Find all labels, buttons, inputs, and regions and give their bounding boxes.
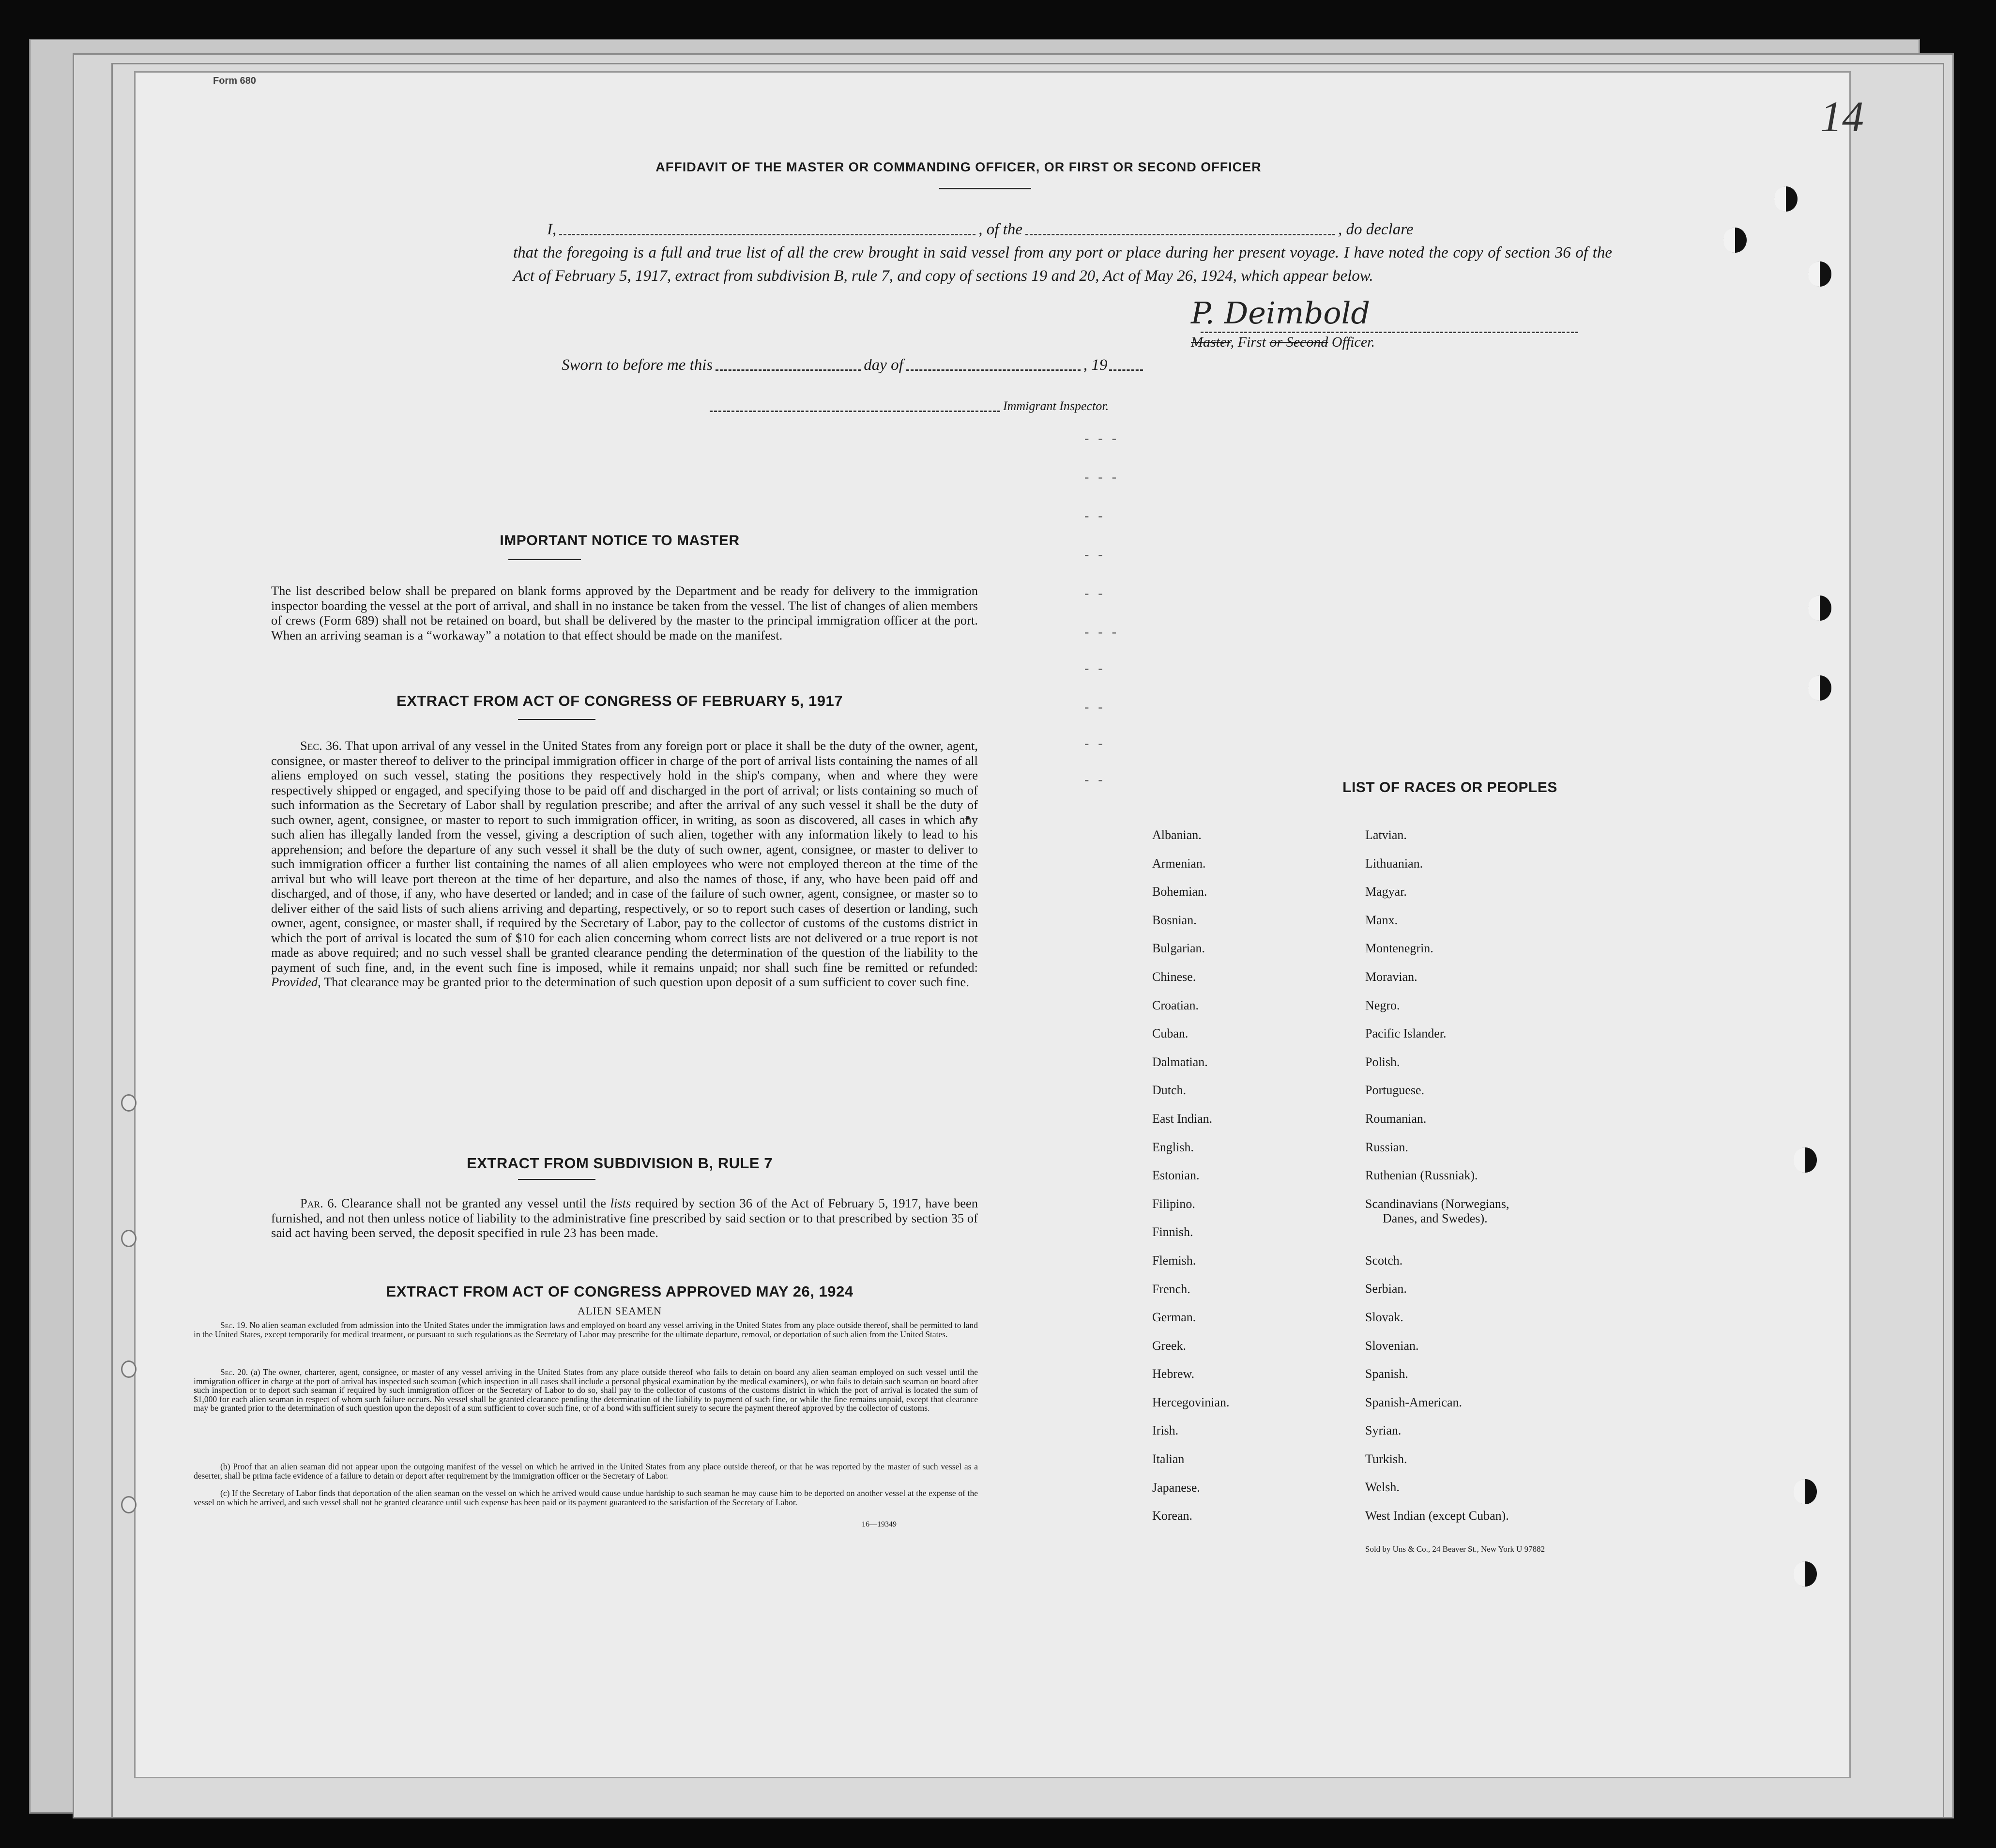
officer-signature: P. Deimbold: [1191, 295, 1371, 331]
officer-title: [1191, 334, 1375, 351]
race-item: Bosnian.: [1152, 913, 1197, 927]
affidavit-title: AFFIDAVIT OF THE MASTER OR COMMANDING OFFICER, OR FIRST OR SECOND OFFICER: [655, 160, 1262, 174]
sworn-label: Sworn to before me this: [562, 356, 713, 374]
day-of-label: day of: [864, 356, 903, 374]
notice-rule: [508, 559, 581, 560]
i-label: I,: [547, 221, 557, 238]
faint-mark: ‑ ‑: [1084, 772, 1106, 787]
paragraph-6-body-b: required by section 36 of the Act of February 5, 1917, have been furnished, and not then unless notice of liability to the administrative fine prescribed by said section or to that prescribed by section 35 of said act having been served, the deposit specified in rule 23 has been made.: [271, 1196, 978, 1240]
faint-mark: ‑ ‑ ‑: [1084, 431, 1119, 446]
signature-line: [1201, 332, 1578, 333]
alien-seamen-subtitle: ALIEN SEAMEN: [578, 1305, 662, 1317]
race-item: French.: [1152, 1282, 1190, 1296]
race-item: Pacific Islander.: [1365, 1026, 1447, 1041]
race-item: Spanish.: [1365, 1367, 1408, 1381]
extract-rule7-rule: [518, 1179, 595, 1180]
faint-mark: ‑ ‑: [1084, 661, 1106, 676]
year-label: , 19: [1083, 356, 1108, 374]
notice-title: IMPORTANT NOTICE TO MASTER: [500, 533, 740, 549]
race-item: Hercegovinian.: [1152, 1395, 1230, 1409]
name-blank: [559, 234, 975, 235]
race-item: Estonian.: [1152, 1168, 1200, 1183]
section-20-label: Sec. 20.: [220, 1367, 248, 1377]
section-36-text: [271, 738, 978, 990]
sworn-line: [562, 353, 1288, 377]
provided-word: Provided,: [271, 975, 321, 989]
section-20-body: (a) The owner, charterer, agent, consignee, or master of any vessel arriving in the United States from any place outside thereof who fails to detain on board any alien seaman employed on such vessel until the immigration officer in charge at the port of arrival has inspected such seaman (which inspection in all cases shall include a personal physical examination by the medical examiners), or who fails to detain such seaman on board after such inspection or to deport such seaman if required by such immigration officer or the Secretary of Labor to do so, shall pay to the collector of customs of the customs district in which the port of arrival is located the sum of $1,000 for each alien seaman in respect of whom such failure occurs. No vessel shall be granted clearance pending the determination of the liability to payment of such fine, or while the fine remains unpaid, except that clearance may be granted prior to the determination of such question upon the deposit of a sum sufficient to cover such fine, or of a bond with sufficient surety to secure the payment thereof approved by the collector of customs.: [194, 1367, 978, 1413]
race-item: Chinese.: [1152, 969, 1196, 984]
section-36-label: Sec. 36.: [300, 738, 342, 753]
race-item: Manx.: [1365, 913, 1398, 927]
faint-mark: ‑ ‑: [1084, 736, 1106, 751]
punch-hole: [1794, 1147, 1817, 1173]
race-item: Armenian.: [1152, 856, 1206, 871]
binder-ring: [121, 1496, 137, 1513]
punch-hole: [1808, 675, 1831, 701]
race-item: Turkish.: [1365, 1451, 1407, 1466]
month-blank: [906, 369, 1081, 371]
race-item: Japanese.: [1152, 1480, 1200, 1495]
race-item: Bulgarian.: [1152, 941, 1205, 956]
race-item: Croatian.: [1152, 998, 1199, 1012]
race-item: English.: [1152, 1140, 1194, 1154]
races-title: LIST OF RACES OR PEOPLES: [1342, 779, 1557, 795]
punch-hole: [1723, 228, 1747, 253]
notice-text: The list described below shall be prepared on blank forms approved by the Department and be ready for delivery to the immigration inspector boarding the vessel at the port of arrival, and shall in no instance be taken from the vessel. The list of changes of alien members of crews (Form 689) shall not be retained on board, but shall be delivered by the master to the principal immigration officer at the port. When an arriving seaman is a “workaway” a notation to that effect should be made on the manifest.: [271, 583, 978, 642]
binder-ring: [121, 1360, 137, 1378]
race-item: Montenegrin.: [1365, 941, 1433, 956]
officer-master-struck: Master: [1191, 334, 1231, 350]
races-left-column: [1152, 828, 1365, 1537]
do-declare-label: , do declare: [1338, 221, 1414, 238]
race-item: Bohemian.: [1152, 885, 1207, 899]
race-item: Ruthenian (Russniak).: [1365, 1168, 1478, 1183]
lists-word: lists: [610, 1196, 631, 1210]
race-item: Dalmatian.: [1152, 1054, 1208, 1069]
race-item: Negro.: [1365, 998, 1400, 1012]
punch-hole: [1808, 596, 1831, 621]
race-item: Lithuanian.: [1365, 856, 1423, 871]
faint-mark: ‑ ‑: [1084, 700, 1106, 715]
race-item: Albanian.: [1152, 828, 1202, 842]
vessel-blank: [1025, 234, 1335, 235]
faint-mark: ‑ ‑ ‑: [1084, 470, 1119, 485]
printer-imprint: Sold by Uns & Co., 24 Beaver St., New York U 97882: [1365, 1544, 1545, 1554]
faint-mark: ‑ ‑: [1084, 586, 1106, 601]
binder-ring: [121, 1230, 137, 1247]
race-item: Slovak.: [1365, 1310, 1403, 1324]
race-item: West Indian (except Cuban).: [1365, 1509, 1509, 1523]
race-item: Filipino.: [1152, 1196, 1195, 1211]
race-item: Greek.: [1152, 1338, 1187, 1353]
race-item: Welsh.: [1365, 1480, 1400, 1495]
race-item: Serbian.: [1365, 1282, 1407, 1296]
faint-mark: ‑ ‑ ‑: [1084, 625, 1119, 640]
paragraph-6-body-a: Clearance shall not be granted any vessel until the: [341, 1196, 606, 1210]
race-item: Dutch.: [1152, 1083, 1187, 1098]
title-rule: [939, 188, 1031, 189]
race-item: Russian.: [1365, 1140, 1408, 1154]
race-item: Italian: [1152, 1452, 1185, 1466]
inspector-line: [707, 395, 1288, 418]
form-page: [136, 73, 1864, 1777]
race-item: Portuguese.: [1365, 1083, 1425, 1098]
race-item: Scotch.: [1365, 1253, 1403, 1268]
race-item: Moravian.: [1365, 969, 1417, 984]
race-item-line: Scandinavians (Norwegians,: [1365, 1196, 1509, 1211]
race-item: Flemish.: [1152, 1253, 1196, 1268]
race-item: Slovenian.: [1365, 1338, 1419, 1353]
race-item: Polish.: [1365, 1054, 1400, 1069]
paragraph-6-label: Par. 6.: [300, 1196, 337, 1210]
race-item: Syrian.: [1365, 1423, 1402, 1438]
punch-hole: [1774, 186, 1798, 212]
race-item: Korean.: [1152, 1509, 1193, 1523]
faint-mark: ‑ ‑: [1084, 547, 1106, 562]
race-item: East Indian.: [1152, 1111, 1213, 1126]
punch-hole: [1794, 1479, 1817, 1504]
paragraph-6-text: [271, 1196, 978, 1240]
punch-hole: [1808, 261, 1831, 287]
faint-mark: ‑ ‑: [1084, 508, 1106, 523]
extract-1917-rule: [518, 719, 595, 720]
page-number: 14: [1820, 93, 1864, 141]
binder-ring: [121, 1094, 137, 1112]
race-item: Finnish.: [1152, 1225, 1193, 1239]
section-20-text: [194, 1368, 978, 1413]
section-19-label: Sec. 19.: [220, 1320, 247, 1330]
race-item: Magyar.: [1365, 885, 1407, 899]
races-right-column: [1365, 828, 1656, 1537]
inspector-blank: [710, 411, 1000, 412]
race-item: [1365, 1197, 1656, 1253]
race-item: Latvian.: [1365, 828, 1407, 842]
print-code: 16—19349: [862, 1520, 897, 1528]
race-item: German.: [1152, 1310, 1196, 1325]
section-20b-text: (b) Proof that an alien seaman did not appear upon the outgoing manifest of the vessel on which he arrived in the United States from any place outside thereof, or that he was reported by the master of such vessel as a deserter, shall be prima facie evidence of a failure to detain or deport after requirement by the immigration officer or the Secretary of Labor.: [194, 1462, 978, 1481]
of-the-label: , of the: [978, 221, 1022, 238]
extract-1917-title: EXTRACT FROM ACT OF CONGRESS OF FEBRUARY 5, 1917: [396, 692, 843, 709]
race-item: Hebrew.: [1152, 1367, 1195, 1381]
section-19-body: No alien seaman excluded from admission into the United States under the immigration laws and employed on board any vessel arriving in the United States from any place outside thereof, shall be permitted to land in the United States, except temporarily for medical treatment, or pursuant to such regulations as the Secretary of Labor may prescribe for the ultimate departure, removal, or deportation of such alien from the United States.: [194, 1320, 978, 1339]
section-36-body: That upon arrival of any vessel in the United States from any foreign port or place it shall be the duty of the owner, agent, consignee, or master thereof to deliver to the principal immigration officer in charge of the port of arrival lists containing the names of all aliens employed on such vessel, stating the positions they respectively hold in the ship's company, when and where they were respectively shipped or engaged, and specifying those to be paid off and discharged in the port of arrival; or lists containing so much of such information as the Secretary of Labor shall by regulation prescribe; and after the arrival of any such vessel it shall be the duty of such owner, agent, consignee, or master to report to such immigration officer, in writing, as soon as discovered, all cases in which any such alien has illegally landed from the vessel, giving a description of such alien, together with any information likely to lead to his apprehension; and before the departure of any such vessel it shall be the duty of such owner, agent, consignee, or master to deliver to such immigration officer a further list containing the names of all alien employees who were not employed thereon at the time of the arrival but who will leave port thereon at the time of her departure, and also the names of those, if any, who have been paid off and discharged, and of those, if any, who have deserted or landed; and in case of the failure of such owner, agent, consignee, or master so to deliver either of the said lists of such aliens arriving and departing, respectively, or so to report such cases of desertion or landing, such owner, agent, consignee, or master shall, if required by the Secretary of Labor, pay to the collector of customs of the customs district in which the port of arrival is located the sum of $10 for each alien concerning whom correct lists are not delivered or a true report is not made as above required; and no such vessel shall be granted clearance pending the determination of the question of the liability to the payment of such fine, and, in the event such fine is imposed, while it remains unpaid; nor shall such fine be remitted or refunded:: [271, 738, 978, 975]
officer-first: , First: [1230, 334, 1266, 350]
section-20c-text: (c) If the Secretary of Labor finds that deportation of the alien seaman on the vessel on which he arrived would cause undue hardship to such seaman he may cause him to be deported on another vessel at the expense of the vessel on which he arrived, and such vessel shall not be granted clearance until such expense has been paid or its payment guaranteed to the satisfaction of the Secretary of Labor.: [194, 1488, 978, 1507]
year-blank: [1109, 369, 1143, 371]
section-19-text: [194, 1321, 978, 1339]
race-item: Roumanian.: [1365, 1111, 1427, 1126]
race-item: Irish.: [1152, 1423, 1179, 1438]
race-item-line: Danes, and Swedes).: [1383, 1211, 1488, 1225]
form-number: Form 680: [213, 76, 256, 86]
race-item: Spanish-American.: [1365, 1395, 1463, 1409]
race-item: Cuban.: [1152, 1026, 1188, 1041]
extract-rule7-title: EXTRACT FROM SUBDIVISION B, RULE 7: [467, 1155, 773, 1172]
extract-1924-title: EXTRACT FROM ACT OF CONGRESS APPROVED MAY 26, 1924: [386, 1283, 853, 1300]
declaration-body: that the foregoing is a full and true list of all the crew brought in said vessel from any port or place during her present voyage. I have noted the copy of section 36 of the Act of February 5, 1917, extract from subdivision B, rule 7, and copy of sections 19 and 20, Act of May 26, 1924, which appear below.: [513, 244, 1612, 285]
inspector-label: Immigrant Inspector.: [1003, 399, 1109, 413]
officer-second-struck: or Second: [1269, 334, 1328, 350]
section-36-end: That clearance may be granted prior to the determination of such question upon deposit of a sum sufficient to cover such fine.: [323, 975, 969, 989]
punch-hole: [1794, 1561, 1817, 1587]
day-blank: [716, 369, 861, 371]
declaration-line: [547, 218, 1612, 241]
officer-suffix: Officer.: [1328, 334, 1375, 350]
